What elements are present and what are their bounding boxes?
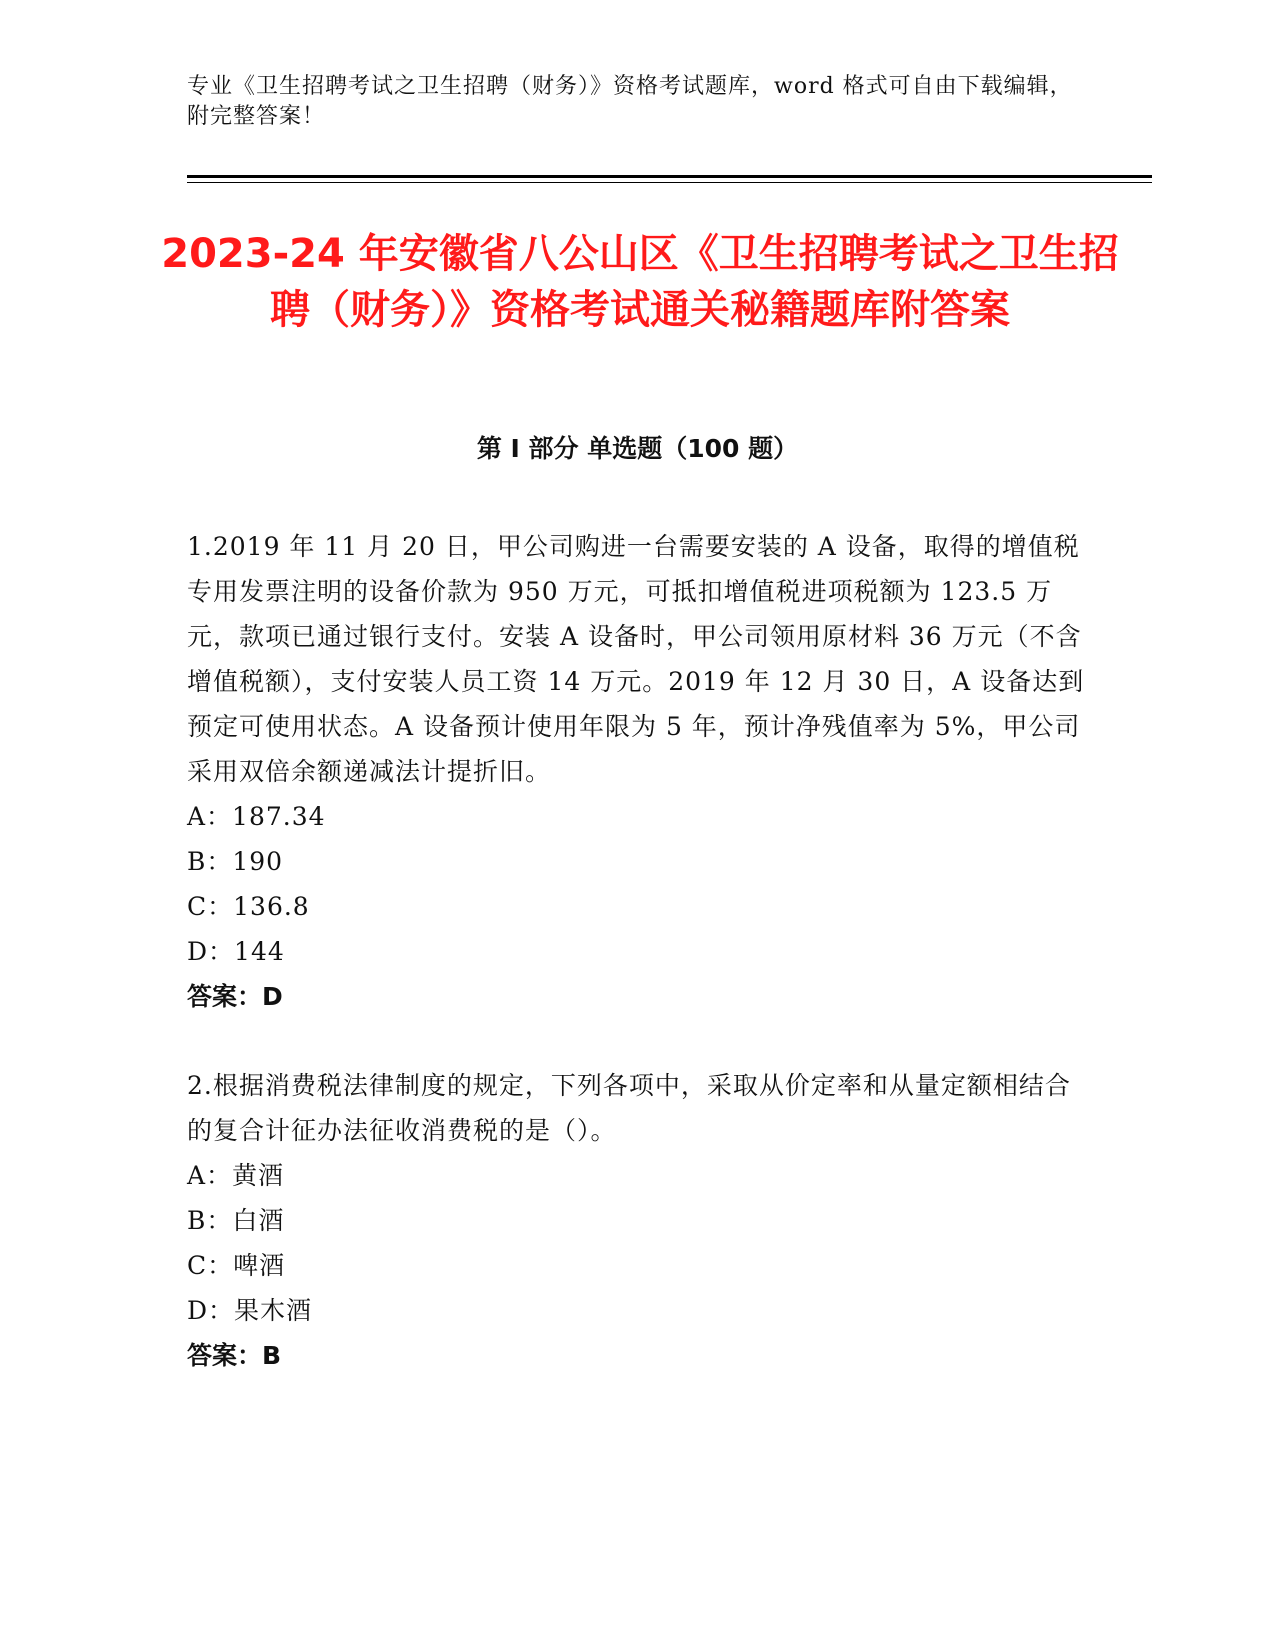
header-rule-thick	[187, 175, 1152, 178]
answer: 答案：D	[187, 982, 283, 1011]
document-title: 2023-24 年安徽省八公山区《卫生招聘考试之卫生招聘（财务）》资格考试通关秘籍题库附答案	[161, 231, 1119, 333]
option-b: B：190	[187, 847, 284, 876]
answer: 答案：B	[187, 1341, 282, 1370]
option-d: D：果木酒	[187, 1296, 313, 1325]
section-title: 第 I 部分 单选题（100 题）	[476, 434, 799, 463]
header-note: 专业《卫生招聘考试之卫生招聘（财务）》资格考试题库，word 格式可自由下载编辑，附完整答案！	[187, 74, 1073, 129]
option-b: B：白酒	[187, 1206, 285, 1235]
question-text: 1.2019 年 11 月 20 日，甲公司购进一台需要安装的 A 设备，取得的增值税专用发票注明的设备价款为 950 万元，可抵扣增值税进项税额为 123.5 万元，款项已通过银行支付。安装 A 设备时，甲公司领用原材料 36 万元（不含增值税额），支付安装人员工资 14 万元。2019 年 12 月 30 日，A 设备达到预定可使用状态。A 设备预计使用年限为 5 年，预计净残值率为 5%，甲公司采用双倍余额递减法计提折旧。	[187, 532, 1085, 786]
option-d: D：144	[187, 937, 285, 966]
option-a: A：187.34	[187, 802, 326, 831]
question-1	[187, 524, 1087, 1019]
question-2	[187, 1063, 1087, 1378]
question-text: 2.根据消费税法律制度的规定，下列各项中，采取从价定率和从量定额相结合的复合计征办法征收消费税的是（）。	[187, 1071, 1071, 1145]
option-c: C：啤酒	[187, 1251, 286, 1280]
option-c: C：136.8	[187, 892, 310, 921]
header-rule-thin	[187, 182, 1152, 183]
option-a: A：黄酒	[187, 1161, 285, 1190]
